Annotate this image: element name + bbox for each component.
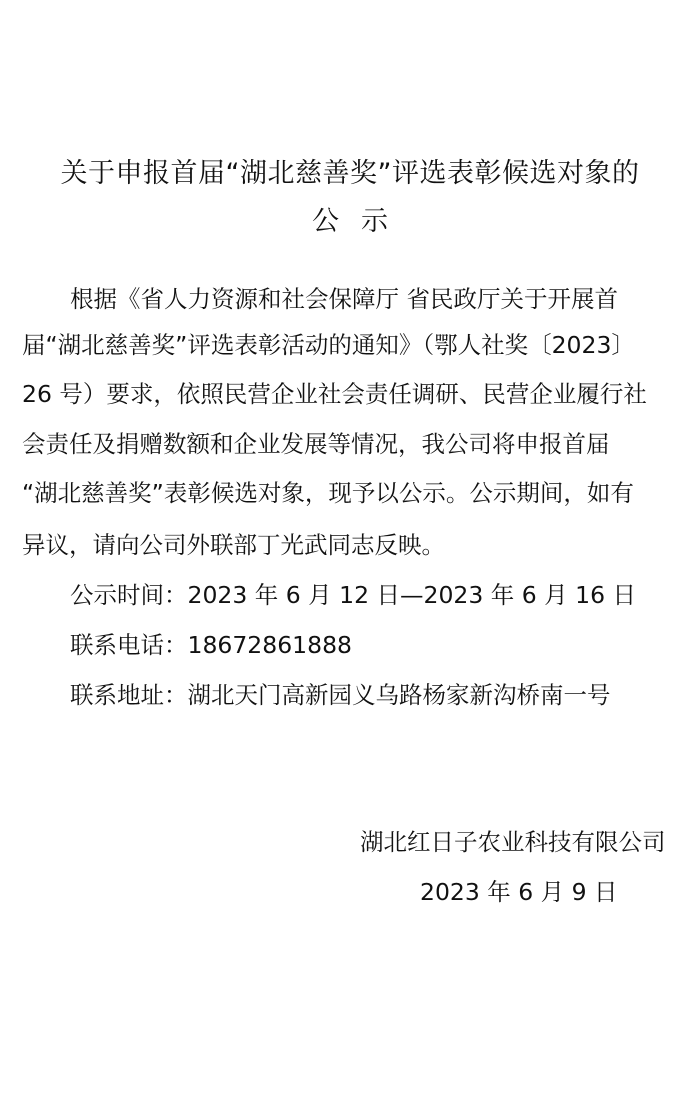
body-line-5: “湖北慈善奖”表彰候选对象，现予以公示。公示期间，如有: [22, 479, 634, 507]
body-line-1: 根据《省人力资源和社会保障厅 省民政厅关于开展首: [70, 285, 618, 313]
body-line-4: 会责任及捐赠数额和企业发展等情况，我公司将申报首届: [22, 430, 610, 458]
contact-phone: 联系电话：18672861888: [70, 631, 352, 659]
body-line-3: 26 号）要求，依照民营企业社会责任调研、民营企业履行社: [22, 380, 647, 408]
body-line-2: 届“湖北慈善奖”评选表彰活动的通知》（鄂人社奖〔2023〕: [22, 331, 635, 359]
body-line-6: 异议，请向公司外联部丁光武同志反映。: [22, 531, 445, 559]
signature-date: 2023 年 6 月 9 日: [420, 878, 618, 906]
notice-title-line-2: 公示: [312, 206, 410, 237]
notice-title-line-1: 关于申报首届“湖北慈善奖”评选表彰候选对象的: [60, 158, 640, 189]
public-period: 公示时间：2023 年 6 月 12 日—2023 年 6 月 16 日: [70, 581, 637, 609]
signature-company: 湖北红日子农业科技有限公司: [360, 828, 666, 856]
contact-address: 联系地址：湖北天门高新园义乌路杨家新沟桥南一号: [70, 681, 611, 709]
